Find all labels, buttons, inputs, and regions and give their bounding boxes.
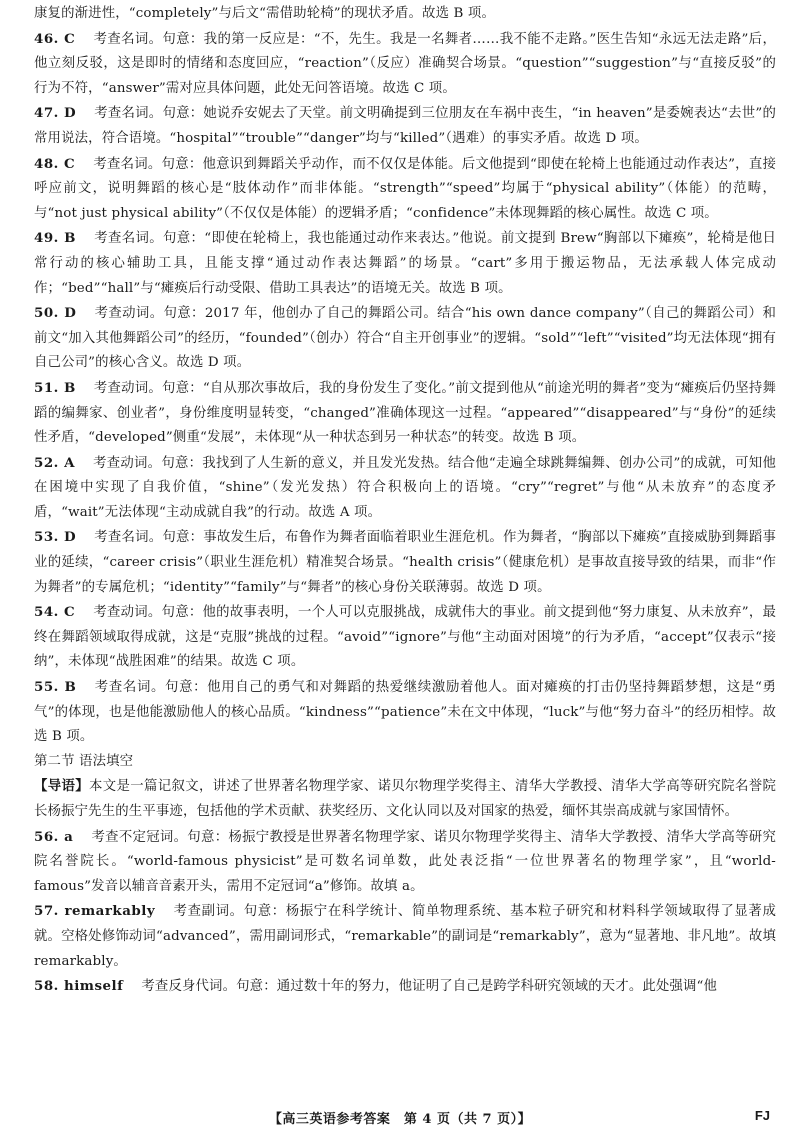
answer-text: 考查动词。句意：“自从那次事故后，我的身份发生了变化。”前文提到他从“前途光明的舞者”变为“瘫痪后仍坚持舞蹈的编舞家、创业者”，身份维度明显转变，“changed”准确体现这一过程。“appeared”“disappeared”与“身份”的延续性矛盾，“developed”侧重“发展”，未体现“从一种状态到另一种状态”的转变。故选 B 项。 <box>34 380 776 446</box>
page-footer <box>0 1108 800 1130</box>
answer-list-section1 <box>34 27 776 750</box>
guide-tag: 【导语】 <box>34 778 89 795</box>
answer-lead: 48. C <box>34 155 76 172</box>
answer-lead: 51. B <box>34 379 76 396</box>
answer-text: 考查名词。句意：“即使在轮椅上，我也能通过动作来表达。”他说。前文提到 Brew“胸部以下瘫痪”，轮椅是他日常行动的核心辅助工具，且能支撑“通过动作表达舞蹈”的场景。“cart”多用于搬运物品，无法承载人体完成动作；“bed”“hall”与“瘫痪后行动受限、借助工具表达”的语境无关。故选 B 项。 <box>34 231 776 296</box>
answer-list-section2 <box>34 825 776 1000</box>
answer-item-50 <box>34 301 776 376</box>
answer-item-52 <box>34 451 776 526</box>
answer-text: 考查名词。句意：事故发生后，布鲁作为舞者面临着职业生涯危机。作为舞者，“胸部以下瘫痪”直接威胁到舞蹈事业的延续，“career crisis”（职业生涯危机）精准契合场景。“health crisis”（健康危机）是事故直接导致的结果，而非“作为舞者”的专属危机；“identity”“family”与“舞者”的核心身份关联薄弱。故选 D 项。 <box>34 530 776 595</box>
answer-text: 考查名词。句意：我的第一反应是：“不，先生。我是一名舞者……我不能不走路。”医生告知“永远无法走路”后，他立刻反驳，这是即时的情绪和态度回应，“reaction”（反应）准确契合场景。“question”“suggestion”与“直接反驳”的行为不符，“answer”需对应具体问题，此处无问答语境。故选 C 项。 <box>34 31 776 96</box>
intro-line: 康复的渐进性，“completely”与后文“需借助轮椅”的现状矛盾。故选 B 项。 <box>34 6 495 21</box>
footer-region-code: FJ <box>754 1108 770 1123</box>
answer-text: 考查名词。句意：她说乔安妮去了天堂。前文明确提到三位朋友在车祸中丧生，“in heaven”是委婉表达“去世”的常用说法，符合语境。“hospital”“trouble”“danger”均与“killed”（遇难）的事实矛盾。故选 D 项。 <box>34 106 776 146</box>
answer-text: 考查不定冠词。句意：杨振宁教授是世界著名物理学家、诺贝尔物理学奖得主、清华大学教授、清华大学高等研究院名誉院长。“world-famous physicist”是可数名词单数，此处表泛指“一位世界著名的物理学家”，且“world-famous”发音以辅音音素开头，需用不定冠词“a”修饰。故填 a。 <box>34 829 776 894</box>
answer-lead: 56. a <box>34 828 74 845</box>
answer-item-48 <box>34 152 776 227</box>
answer-text: 考查动词。句意：2017 年，他创办了自己的舞蹈公司。结合“his own dance company”（自己的舞蹈公司）和前文“加入其他舞蹈公司”的经历，“founded”（创办）符合“自主开创事业”的逻辑。“sold”“left”“visited”均无法体现“拥有自己公司”的核心含义。故选 D 项。 <box>34 306 776 371</box>
answer-text: 考查动词。句意：我找到了人生新的意义，并且发光发热。结合他“走遍全球跳舞编舞、创办公司”的成就，可知他在困境中实现了自我价值，“shine”（发光发热）符合积极向上的语境。“cry”“regret”与他“从未放弃”的态度矛盾，“wait”无法体现“主动成就自我”的行动。故选 A 项。 <box>34 455 776 520</box>
answer-lead: 47. D <box>34 105 77 122</box>
answer-lead: 50. D <box>34 305 77 322</box>
answer-item-56 <box>34 825 776 900</box>
answer-lead: 52. A <box>34 454 75 471</box>
answer-item-55 <box>34 675 776 750</box>
answer-item-53 <box>34 525 776 600</box>
answer-lead: 55. B <box>34 679 77 696</box>
answer-text: 考查名词。句意：他用自己的勇气和对舞蹈的热爱继续激励着他人。面对瘫痪的打击仍坚持舞蹈梦想，这是“勇气”的体现，也是他能激励他人的核心品质。“kindness”“patience”未在文中体现，“luck”与他“努力奋斗”的经历相悖。故选 B 项。 <box>34 680 776 745</box>
answer-page <box>34 2 776 1000</box>
answer-item-58 <box>34 974 776 1000</box>
guide-text: 本文是一篇记叙文，讲述了世界著名物理学家、诺贝尔物理学奖得主、清华大学教授、清华大学高等研究院名誉院长杨振宁先生的生平事迹，包括他的学术贡献、获奖经历、文化认同以及对国家的热爱，缅怀其崇高成就与家国情怀。 <box>34 779 776 819</box>
answer-item-57 <box>34 899 776 974</box>
answer-lead: 57. remarkably <box>34 903 156 920</box>
section-title: 第二节 语法填空 <box>34 753 134 769</box>
answer-lead: 54. C <box>34 604 76 621</box>
answer-text: 考查副词。句意：杨振宁在科学统计、简单物理系统、基本粒子研究和材料科学领域取得了显著成就。空格处修饰动词“advanced”，需用副词形式，“remarkable”的副词是“remarkably”，意为“显著地、非凡地”。故填 remarkably。 <box>34 904 776 969</box>
guide-paragraph <box>34 774 776 824</box>
answer-item-49 <box>34 226 776 301</box>
answer-lead: 53. D <box>34 529 77 546</box>
answer-lead: 58. himself <box>34 978 124 995</box>
answer-item-51 <box>34 376 776 451</box>
answer-text: 考查反身代词。句意：通过数十年的努力，他证明了自己是跨学科研究领域的天才。此处强调“他 <box>141 979 718 995</box>
answer-text: 考查名词。句意：他意识到舞蹈关乎动作，而不仅仅是体能。后文他提到“即使在轮椅上也能通过动作表达”，直接呼应前文，说明舞蹈的核心是“肢体动作”而非体能。“strength”“speed”均属于“physical ability”（体能）的范畴，与“not just physical ability”（不仅仅是体能）的逻辑矛盾；“confidence”未体现舞蹈的核心属性。故选 C 项。 <box>34 156 776 221</box>
answer-item-54 <box>34 600 776 675</box>
answer-item-47 <box>34 101 776 151</box>
answer-lead: 49. B <box>34 230 76 247</box>
footer-page-info: 【高三英语参考答案 第 4 页（共 7 页）】 <box>268 1112 532 1127</box>
answer-lead: 46. C <box>34 30 76 47</box>
answer-text: 考查动词。句意：他的故事表明，一个人可以克服挑战，成就伟大的事业。前文提到他“努力康复、从未放弃”，最终在舞蹈领域取得成就，这是“克服”挑战的过程。“avoid”“ignore”与他“主动面对困境”的行为矛盾，“accept”仅表示“接纳”，未体现“战胜困难”的结果。故选 C 项。 <box>34 605 776 670</box>
answer-item-46 <box>34 27 776 102</box>
